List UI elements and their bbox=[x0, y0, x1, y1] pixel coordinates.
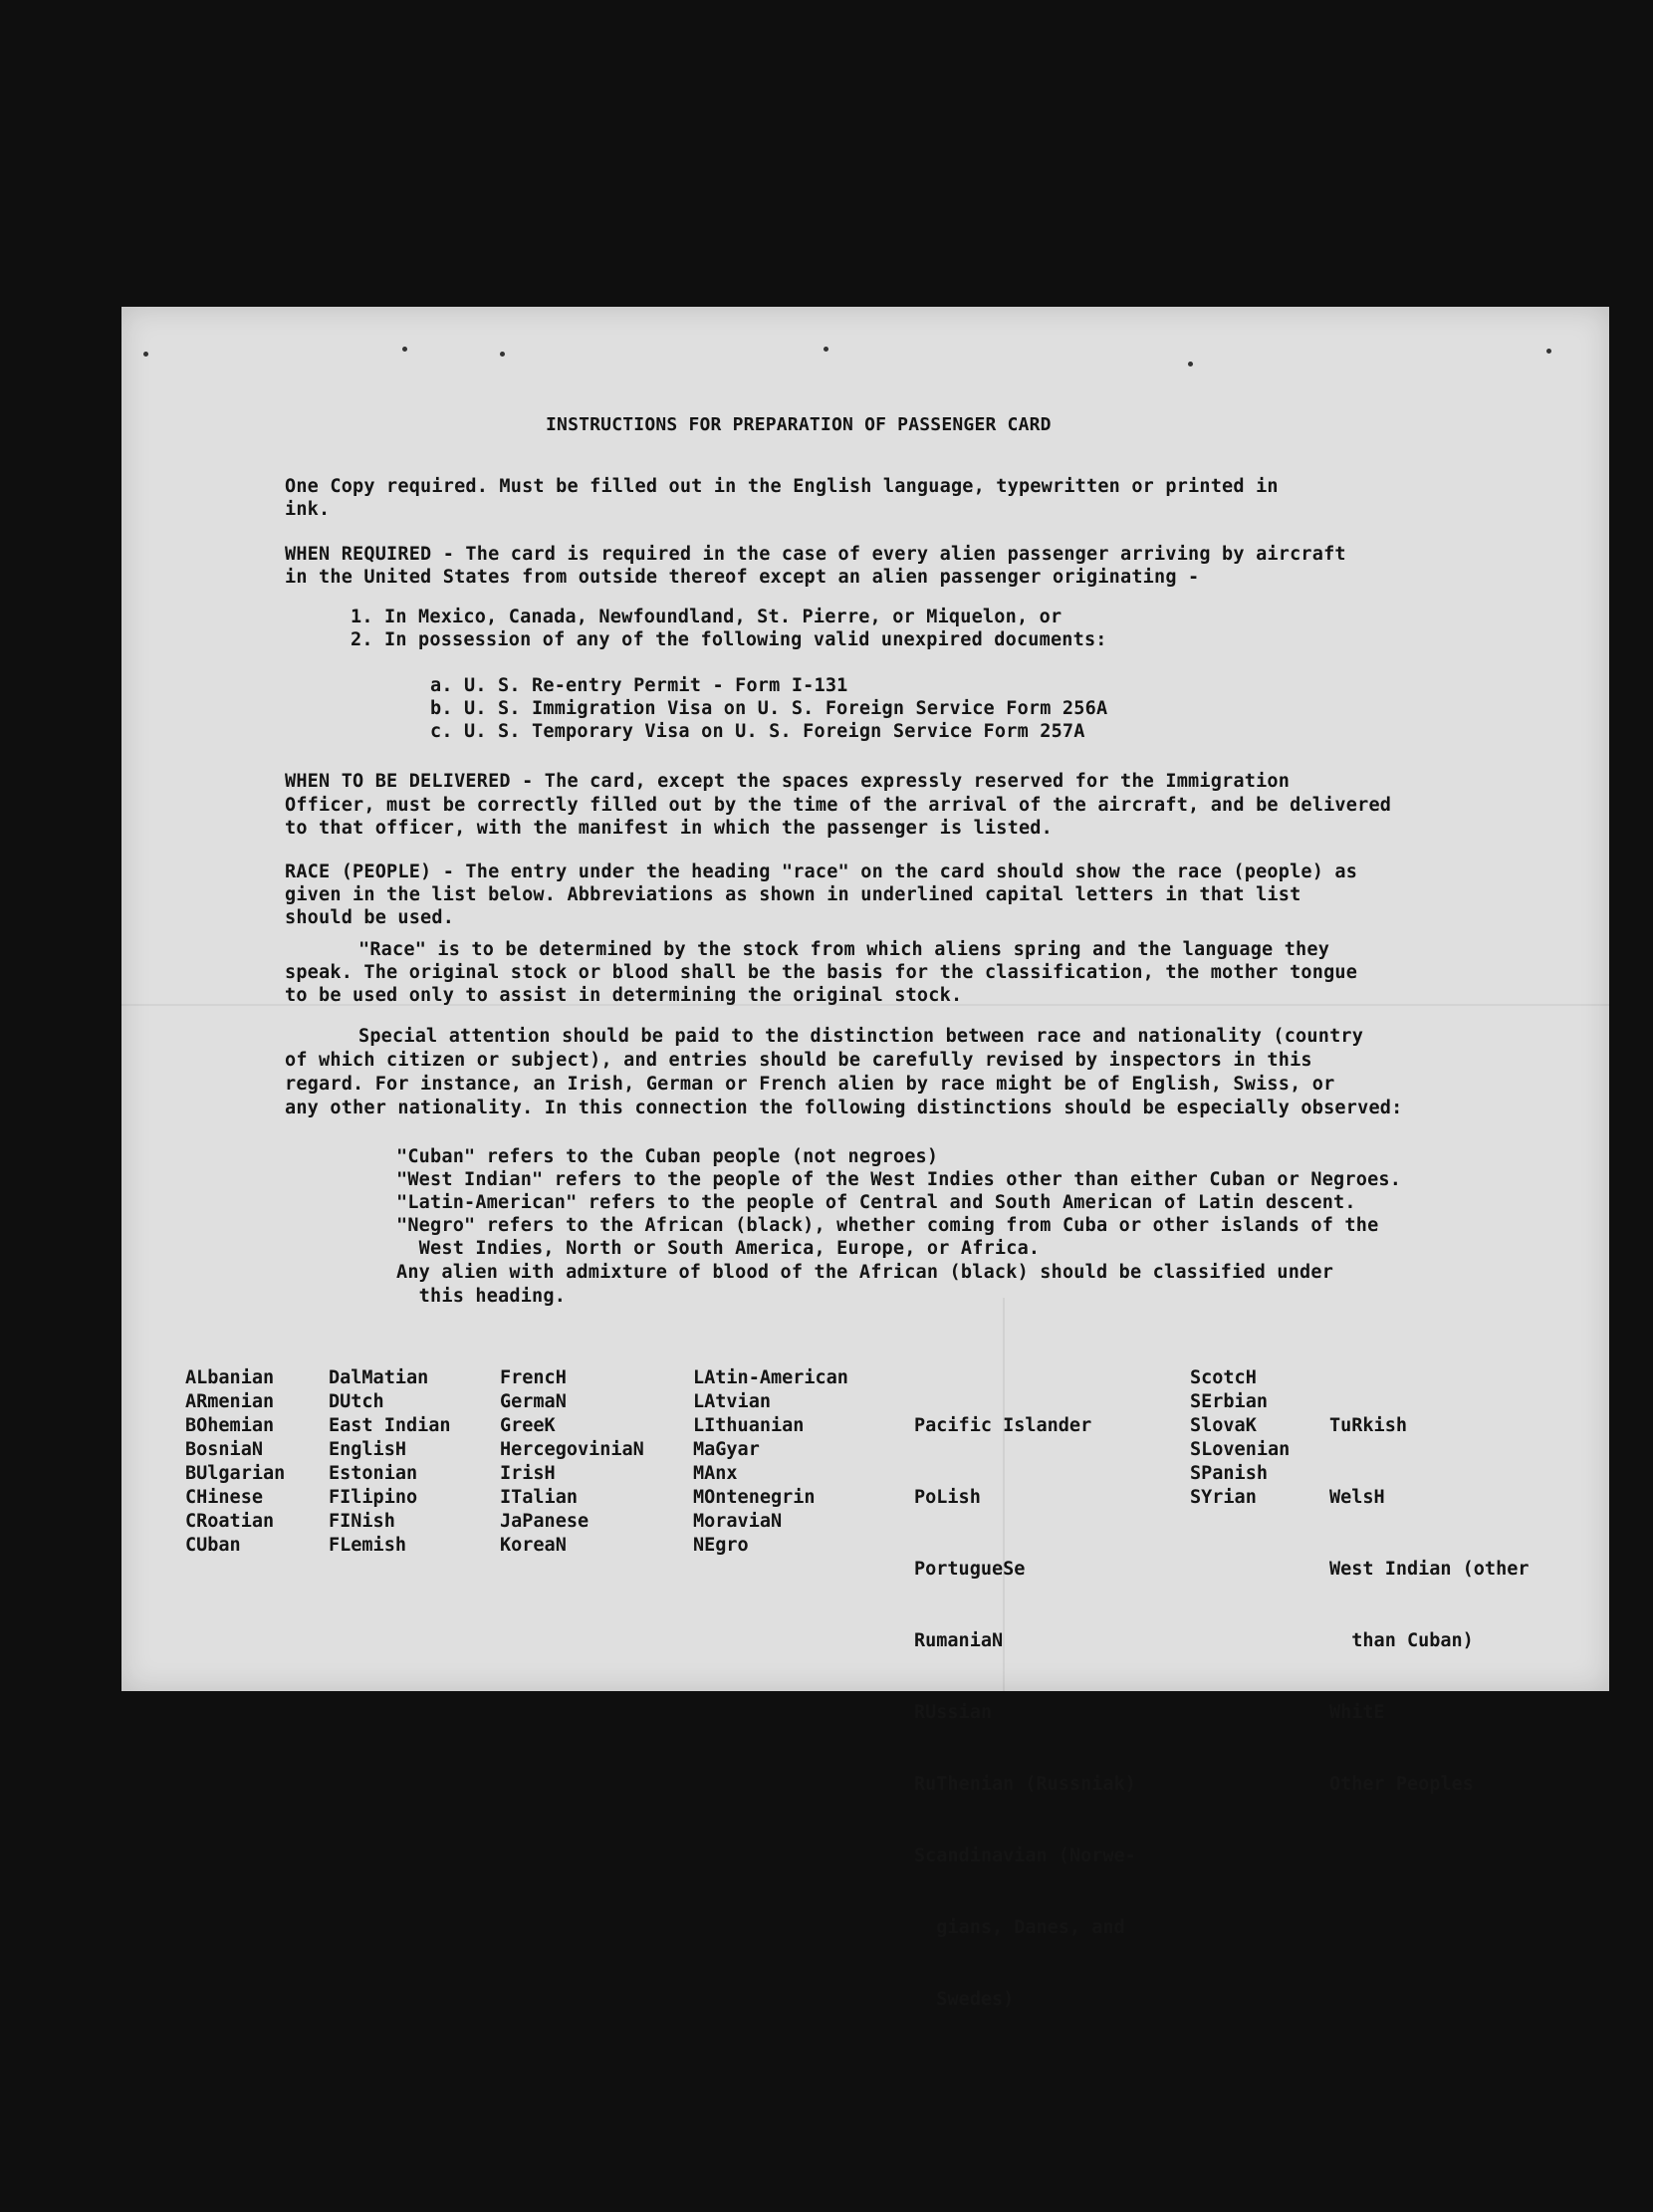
race-entry: JaPanese bbox=[500, 1511, 590, 1532]
race-entry: BOhemian bbox=[185, 1415, 275, 1436]
race-entry: CHinese bbox=[185, 1487, 263, 1508]
when-delivered-line-2: Officer, must be correctly filled out by the time of the arrival of the aircraft, and be delivered bbox=[285, 795, 1392, 816]
race-entry: Pacific Islander bbox=[914, 1415, 1092, 1436]
race-entry: RUssian bbox=[914, 1702, 992, 1723]
race-entry: SPanish bbox=[1190, 1463, 1268, 1484]
race-entry: GreeK bbox=[500, 1415, 556, 1436]
race-column-1 bbox=[185, 1366, 285, 1558]
race-entry: RumaniaN bbox=[914, 1630, 1004, 1651]
distinction-negro: "Negro" refers to the African (black), whether coming from Cuba or other islands of the bbox=[396, 1215, 1379, 1236]
lettered-item-b: b. U. S. Immigration Visa on U. S. Foreign Service Form 256A bbox=[430, 698, 1108, 719]
race-entry: than Cuban) bbox=[1329, 1630, 1474, 1651]
race-entry: LAtvian bbox=[693, 1391, 771, 1412]
distinction-admixture: Any alien with admixture of blood of the African (black) should be classified under bbox=[396, 1262, 1334, 1283]
race-entry: FLemish bbox=[329, 1535, 406, 1556]
race-entry: TuRkish bbox=[1329, 1415, 1407, 1436]
race-entry: LIthuanian bbox=[693, 1415, 805, 1436]
race-defined-line-3: to be used only to assist in determining the original stock. bbox=[285, 985, 963, 1006]
race-people-line-3: should be used. bbox=[285, 907, 455, 928]
page-title: INSTRUCTIONS FOR PREPARATION OF PASSENGER CARD bbox=[546, 414, 1052, 435]
race-people-line-2: given in the list below. Abbreviations as shown in underlined capital letters in that list bbox=[285, 884, 1301, 905]
race-entry: SYrian bbox=[1190, 1487, 1257, 1508]
race-entry: CRoatian bbox=[185, 1511, 275, 1532]
race-entry: ALbanian bbox=[185, 1367, 275, 1388]
intro-line-1: One Copy required. Must be filled out in the English language, typewritten or printed in bbox=[285, 476, 1279, 497]
race-entry: MOntenegrin bbox=[693, 1487, 816, 1508]
race-column-5 bbox=[914, 1366, 1136, 2036]
punch-mark bbox=[1546, 349, 1551, 354]
race-entry: BosniaN bbox=[185, 1439, 263, 1460]
lettered-item-c: c. U. S. Temporary Visa on U. S. Foreign Service Form 257A bbox=[430, 721, 1085, 742]
race-column-6 bbox=[1190, 1366, 1290, 1510]
race-entry: DUtch bbox=[329, 1391, 384, 1412]
distinction-latin-american: "Latin-American" refers to the people of Central and South American of Latin descent. bbox=[396, 1192, 1356, 1213]
race-entry: WelsH bbox=[1329, 1487, 1385, 1508]
punch-mark bbox=[500, 352, 505, 357]
race-entry: IrisH bbox=[500, 1463, 556, 1484]
race-entry: East Indian bbox=[329, 1415, 451, 1436]
race-entry: MaGyar bbox=[693, 1439, 760, 1460]
lettered-item-a: a. U. S. Re-entry Permit - Form I-131 bbox=[430, 675, 848, 696]
race-entry: PortugueSe bbox=[914, 1559, 1026, 1580]
race-entry: ARmenian bbox=[185, 1391, 275, 1412]
race-defined-line-2: speak. The original stock or blood shall be the basis for the classification, the mother tongue bbox=[285, 962, 1358, 983]
race-defined-line-1: "Race" is to be determined by the stock from which aliens spring and the language they bbox=[358, 939, 1330, 960]
race-entry: LAtin-American bbox=[693, 1367, 848, 1388]
race-column-3 bbox=[500, 1366, 644, 1558]
race-entry: WhitE bbox=[1329, 1702, 1385, 1723]
race-entry: GermaN bbox=[500, 1391, 567, 1412]
punch-mark bbox=[143, 352, 148, 357]
punch-mark bbox=[1188, 362, 1193, 367]
race-entry: SLovenian bbox=[1190, 1439, 1291, 1460]
race-entry: Estonian bbox=[329, 1463, 418, 1484]
race-entry: FINish bbox=[329, 1511, 395, 1532]
race-entry: SErbian bbox=[1190, 1391, 1268, 1412]
when-required-line-1: WHEN REQUIRED - The card is required in the case of every alien passenger arriving by aircraft bbox=[285, 544, 1346, 565]
race-entry: MoraviaN bbox=[693, 1511, 783, 1532]
when-delivered-line-3: to that officer, with the manifest in which the passenger is listed. bbox=[285, 818, 1053, 839]
race-entry: SlovaK bbox=[1190, 1415, 1257, 1436]
race-entry: HercegoviniaN bbox=[500, 1439, 644, 1460]
race-column-2 bbox=[329, 1366, 451, 1558]
race-entry: Swedes) bbox=[914, 1989, 1015, 2010]
race-people-line-1: RACE (PEOPLE) - The entry under the heading "race" on the card should show the race (people) as bbox=[285, 861, 1358, 882]
race-entry: BUlgarian bbox=[185, 1463, 286, 1484]
race-entry: EnglisH bbox=[329, 1439, 406, 1460]
race-entry: CUban bbox=[185, 1535, 241, 1556]
distinction-west-indian: "West Indian" refers to the people of the West Indies other than either Cuban or Negroes. bbox=[396, 1169, 1402, 1190]
special-attention-line-1: Special attention should be paid to the distinction between race and nationality (country bbox=[358, 1026, 1364, 1047]
when-required-line-2: in the United States from outside thereof except an alien passenger originating - bbox=[285, 567, 1200, 588]
race-entry: FrencH bbox=[500, 1367, 567, 1388]
special-attention-line-4: any other nationality. In this connection the following distinctions should be especially observed: bbox=[285, 1098, 1403, 1118]
punch-mark bbox=[402, 347, 407, 352]
race-entry: Scandinavian (Norwe- bbox=[914, 1845, 1136, 1866]
race-entry: PoLish bbox=[914, 1487, 981, 1508]
race-entry: ScotcH bbox=[1190, 1367, 1257, 1388]
race-entry: FIlipino bbox=[329, 1487, 418, 1508]
race-column-4 bbox=[693, 1366, 848, 1558]
numbered-item-2: 2. In possession of any of the following valid unexpired documents: bbox=[351, 629, 1107, 650]
race-entry: KoreaN bbox=[500, 1535, 567, 1556]
race-entry: West Indian (other bbox=[1329, 1559, 1530, 1580]
race-entry: NEgro bbox=[693, 1535, 749, 1556]
special-attention-line-2: of which citizen or subject), and entries should be carefully revised by inspectors in this bbox=[285, 1050, 1312, 1071]
race-entry: gians, Danes, and bbox=[914, 1917, 1125, 1938]
race-entry: Other Peoples bbox=[1329, 1774, 1474, 1795]
distinction-cuban: "Cuban" refers to the Cuban people (not negroes) bbox=[396, 1146, 939, 1167]
race-column-7 bbox=[1329, 1366, 1529, 1821]
race-entry: RuThenian (Russniak) bbox=[914, 1774, 1136, 1795]
numbered-item-1: 1. In Mexico, Canada, Newfoundland, St. Pierre, or Miquelon, or bbox=[351, 607, 1063, 627]
race-entry: ITalian bbox=[500, 1487, 578, 1508]
distinction-admixture-cont: this heading. bbox=[396, 1286, 567, 1307]
distinction-negro-cont: West Indies, North or South America, Europe, or Africa. bbox=[396, 1238, 1041, 1259]
when-delivered-line-1: WHEN TO BE DELIVERED - The card, except the spaces expressly reserved for the Immigration bbox=[285, 771, 1291, 792]
intro-line-2: ink. bbox=[285, 499, 331, 520]
race-entry: MAnx bbox=[693, 1463, 738, 1484]
punch-mark bbox=[824, 347, 828, 352]
race-entry: DalMatian bbox=[329, 1367, 429, 1388]
special-attention-line-3: regard. For instance, an Irish, German or French alien by race might be of English, Swiss, or bbox=[285, 1074, 1335, 1095]
